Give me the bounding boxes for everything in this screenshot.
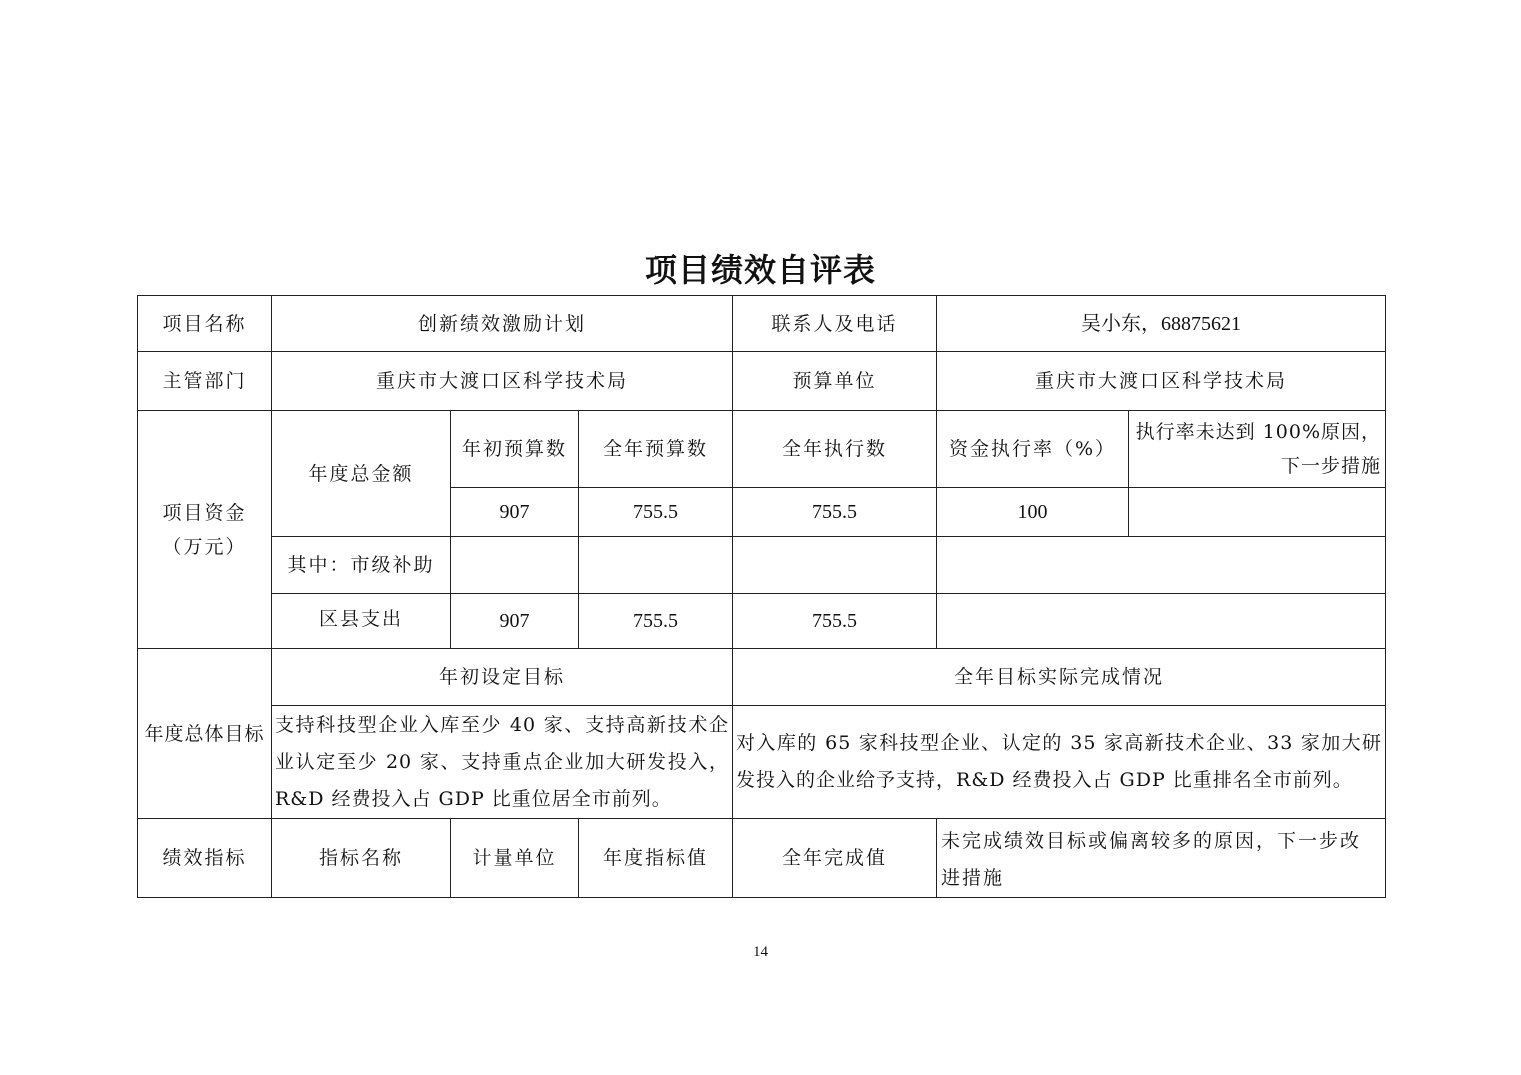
value-goal-actual: 对入库的 65 家科技型企业、认定的 35 家高新技术企业、33 家加大研发投入的企业给予支持，R&D 经费投入占 GDP 比重排名全市前列。 [733,706,1386,819]
label-goal-set: 年初设定目标 [272,649,733,706]
label-initial-budget: 年初预算数 [451,411,579,488]
value-city-full-year [579,537,733,594]
label-annual-goal: 年度总体目标 [138,649,272,819]
row-goal-header [138,649,1386,706]
label-contact: 联系人及电话 [733,296,937,352]
value-total-reason [1129,488,1386,537]
value-city-rate [937,537,1386,594]
value-total-executed: 755.5 [733,488,937,537]
row-funds-header [138,411,1386,488]
value-city-initial [451,537,579,594]
label-city-subsidy: 其中：市级补助 [272,537,451,594]
value-county-rate [937,594,1386,649]
form-title: 项目绩效自评表 [644,251,876,289]
value-city-executed [733,537,937,594]
label-goal-actual: 全年目标实际完成情况 [733,649,1386,706]
label-execution-rate: 资金执行率（%） [937,411,1129,488]
label-measure-unit: 计量单位 [451,819,579,898]
value-goal-set: 支持科技型企业入库至少 40 家、支持高新技术企业认定至少 20 家、支持重点企业加大研发投入，R&D 经费投入占 GDP 比重位居全市前列。 [272,706,733,819]
value-total-rate: 100 [937,488,1129,537]
label-annual-indicator-value: 年度指标值 [579,819,733,898]
label-county-expense: 区县支出 [272,594,451,649]
page-number: 14 [753,944,768,960]
performance-evaluation-table [137,295,1386,898]
row-county-expense [138,594,1386,649]
label-department: 主管部门 [138,352,272,411]
label-project-name: 项目名称 [138,296,272,352]
row-department [138,352,1386,411]
value-county-initial: 907 [451,594,579,649]
value-total-full-year: 755.5 [579,488,733,537]
label-full-year-executed: 全年执行数 [733,411,937,488]
label-budget-unit: 预算单位 [733,352,937,411]
label-deviation-reason: 未完成绩效目标或偏离较多的原因，下一步改进措施 [937,819,1386,898]
label-full-year-budget: 全年预算数 [579,411,733,488]
value-county-full-year: 755.5 [579,594,733,649]
value-project-name: 创新绩效激励计划 [272,296,733,352]
value-department: 重庆市大渡口区科学技术局 [272,352,733,411]
label-annual-total: 年度总金额 [272,411,451,537]
row-project-name [138,296,1386,352]
row-indicator-header [138,819,1386,898]
value-budget-unit: 重庆市大渡口区科学技术局 [937,352,1386,411]
value-county-executed: 755.5 [733,594,937,649]
label-full-year-completed: 全年完成值 [733,819,937,898]
label-indicator-name: 指标名称 [272,819,451,898]
row-goal-content [138,706,1386,819]
row-city-subsidy [138,537,1386,594]
value-total-initial: 907 [451,488,579,537]
label-performance-indicators: 绩效指标 [138,819,272,898]
value-contact: 吴小东，68875621 [937,296,1386,352]
label-funds: 项目资金 （万元） [138,411,272,649]
label-rate-reason: 执行率未达到 100%原因，下一步措施 [1129,411,1386,488]
